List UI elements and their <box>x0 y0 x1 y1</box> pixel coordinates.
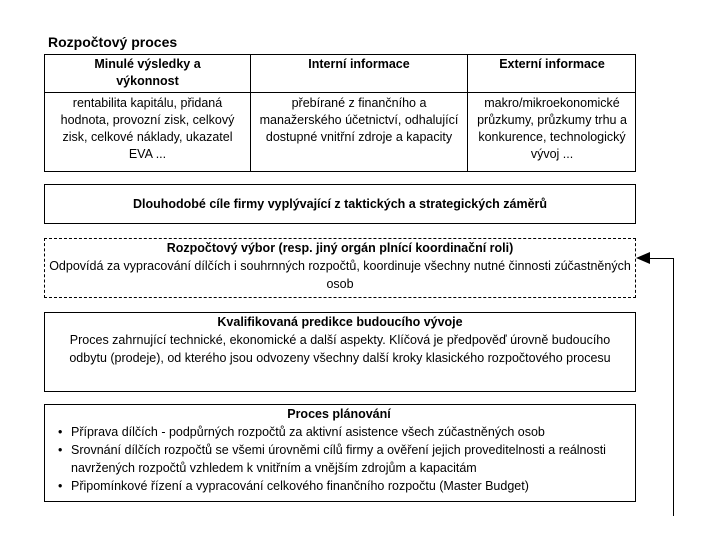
info-table <box>44 54 636 172</box>
planning-list <box>49 423 629 495</box>
prediction-box <box>44 312 636 392</box>
planning-title: Proces plánování <box>287 407 391 421</box>
column-body-internal-info: přebírané z finančního a manažerského účetnictví, odhalující dostupné vnitřní zdroje a kapacity <box>259 96 459 144</box>
column-body-past-results: rentabilita kapitálu, přidaná hodnota, provozní zisk, celkový zisk, celkové náklady, ukazatel EVA ... <box>60 96 235 161</box>
goals-text: Dlouhodobé cíle firmy vyplývající z taktických a strategických záměrů <box>132 197 548 211</box>
planning-item: • Připomínkové řízení a vypracování celkového finančního rozpočtu (Master Budget) <box>49 477 629 495</box>
committee-title: Rozpočtový výbor (resp. jiný orgán plnící koordinační roli) <box>166 241 514 255</box>
diagram-title: Rozpočtový proces <box>48 34 178 50</box>
committee-text: Odpovídá za vypracování dílčích i souhrnných rozpočtů, koordinuje všechny nutné činnosti zúčastněných osob <box>49 259 631 291</box>
column-header-past-results: Minulé výsledky a výkonnost <box>94 57 201 88</box>
column-header-internal-info: Interní informace <box>308 57 410 71</box>
committee-box <box>44 238 636 298</box>
feedback-line-horizontal <box>650 258 674 259</box>
planning-box <box>44 404 636 502</box>
planning-item: • Příprava dílčích - podpůrných rozpočtů za aktivní asistence všech zúčastněných osob <box>49 423 629 441</box>
planning-item: • Srovnání dílčích rozpočtů se všemi úrovněmi cílů firmy a ověření jejich proveditelnosti a reálnosti navržených rozpočtů vzhledem k vnitřním a vnějším zdrojům a kapacitám <box>49 441 629 477</box>
feedback-arrow-icon <box>636 252 650 264</box>
column-header-external-info: Externí informace <box>499 57 605 71</box>
feedback-line-vertical <box>673 258 674 516</box>
prediction-text: Proces zahrnující technické, ekonomické a další aspekty. Klíčová je předpověď úrovně budoucího odbytu (prodeje), od kterého jsou odvozeny všechny další kroky klasického rozpočtového procesu <box>69 333 611 365</box>
goals-box <box>44 184 636 224</box>
header-divider <box>45 92 635 93</box>
column-body-external-info: makro/mikroekonomické průzkumy, průzkumy trhu a konkurence, technologický vývoj ... <box>477 96 627 161</box>
prediction-title: Kvalifikovaná predikce budoucího vývoje <box>217 315 463 329</box>
